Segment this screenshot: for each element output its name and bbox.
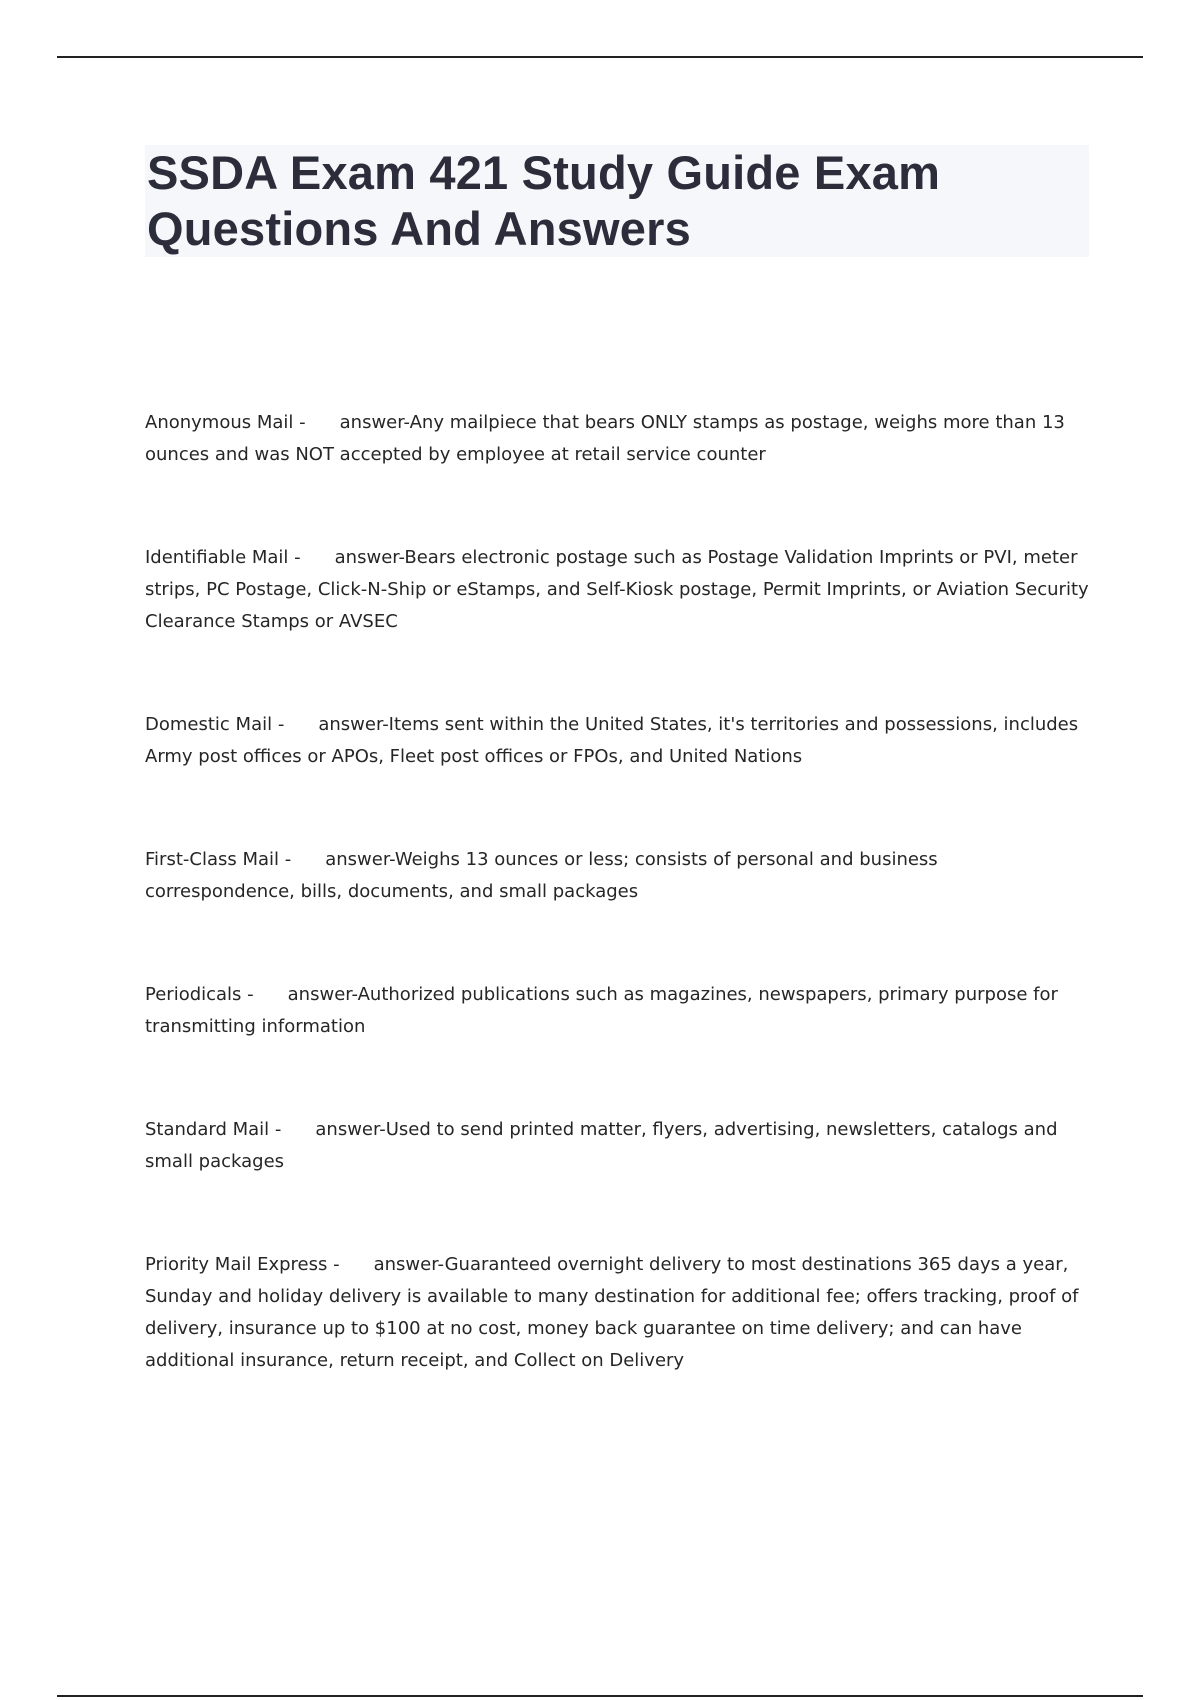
qa-term: Identifiable Mail -: [145, 547, 301, 568]
qa-item-domestic-mail: [145, 709, 1089, 773]
title-block: [145, 145, 1089, 257]
qa-answer: answer-Weighs 13 ounces or less; consists of personal and business correspondence, bills, documents, and small packages: [145, 849, 938, 902]
qa-term: First-Class Mail -: [145, 849, 292, 870]
top-divider: [57, 56, 1143, 58]
qa-item-periodicals: [145, 979, 1089, 1043]
qa-item-identifiable-mail: [145, 542, 1089, 638]
qa-term: Priority Mail Express -: [145, 1254, 340, 1275]
qa-answer: answer-Any mailpiece that bears ONLY stamps as postage, weighs more than 13 ounces and was NOT accepted by employee at retail service counter: [145, 412, 1065, 465]
qa-answer: answer-Items sent within the United States, it's territories and possessions, includes Army post offices or APOs, Fleet post offices or FPOs, and United Nations: [145, 714, 1079, 767]
bottom-divider: [57, 1695, 1143, 1697]
qa-answer: answer-Guaranteed overnight delivery to most destinations 365 days a year, Sunday and holiday delivery is available to many destination for additional fee; offers tracking, proof of delivery, insurance up to $100 at no cost, money back guarantee on time delivery; and can have additional insurance, return receipt, and Collect on Delivery: [145, 1254, 1079, 1371]
qa-term: Anonymous Mail -: [145, 412, 306, 433]
qa-answer: answer-Bears electronic postage such as Postage Validation Imprints or PVI, meter strips, PC Postage, Click-N-Ship or eStamps, and Self-Kiosk postage, Permit Imprints, or Aviation Security Clearance Stamps or AVSEC: [145, 547, 1089, 632]
qa-term: Periodicals -: [145, 984, 254, 1005]
qa-term: Standard Mail -: [145, 1119, 282, 1140]
qa-item-anonymous-mail: [145, 407, 1089, 471]
qa-item-standard-mail: [145, 1114, 1089, 1178]
qa-answer: answer-Used to send printed matter, flyers, advertising, newsletters, catalogs and small packages: [145, 1119, 1058, 1172]
qa-list: [145, 407, 1089, 1448]
qa-item-priority-mail-express: [145, 1249, 1089, 1377]
qa-item-first-class-mail: [145, 844, 1089, 908]
qa-term: Domestic Mail -: [145, 714, 285, 735]
page-title: SSDA Exam 421 Study Guide Exam Questions And Answers: [147, 146, 941, 255]
qa-answer: answer-Authorized publications such as magazines, newspapers, primary purpose for transmitting information: [145, 984, 1058, 1037]
